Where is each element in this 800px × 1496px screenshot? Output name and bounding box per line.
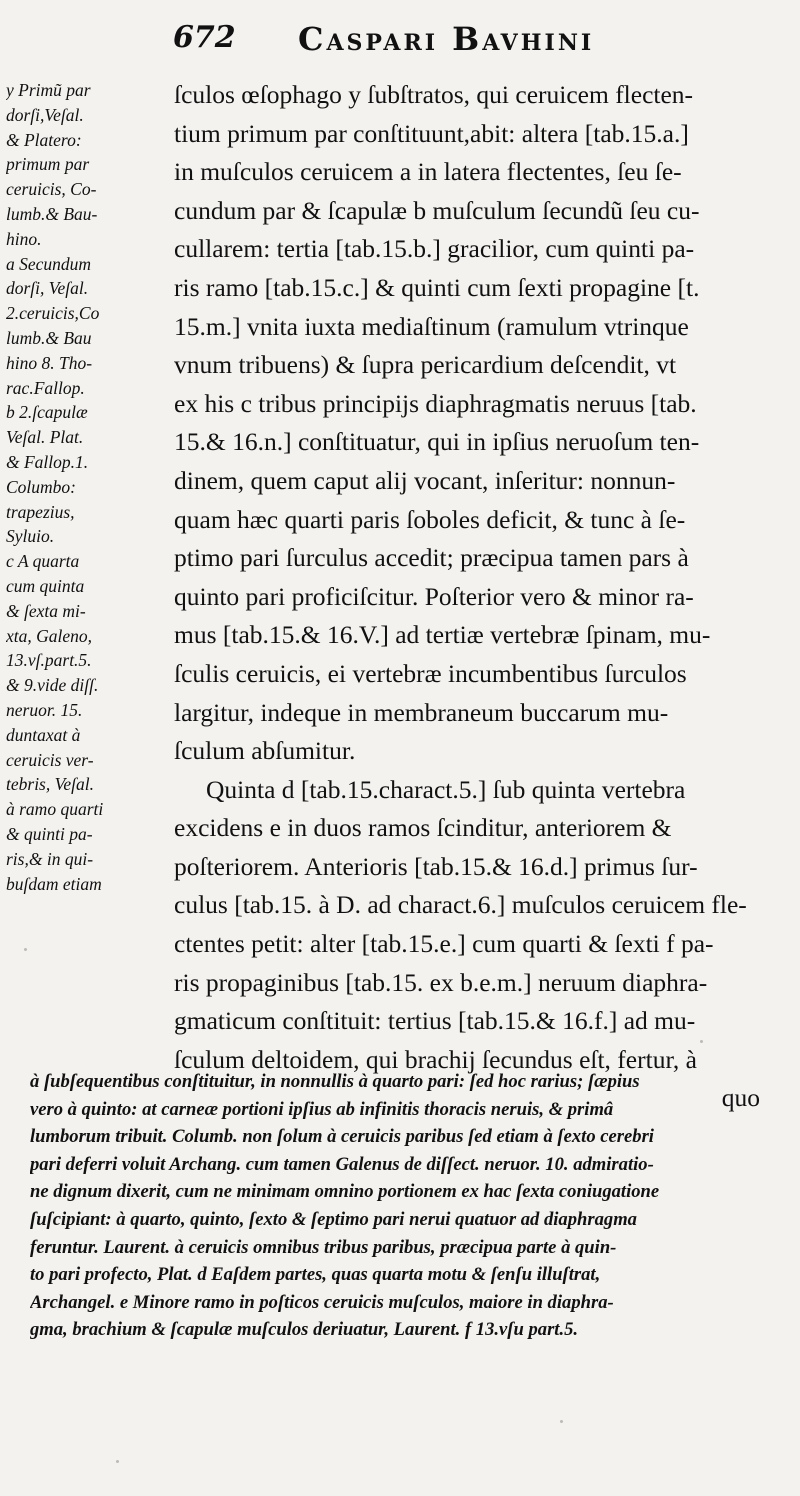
margin-note-line: y Primũ par — [6, 80, 91, 100]
margin-note-line: cum quinta — [6, 575, 85, 596]
margin-note-line: 13.vſ.part.5. — [6, 650, 92, 671]
margin-note-line: neruor. 15. — [6, 699, 83, 720]
margin-note-line: duntaxat à — [6, 724, 81, 745]
ink-speck — [116, 1460, 119, 1463]
margin-note-line: Syluio. — [6, 526, 55, 547]
text-line: ris ramo [tab.15.c.] & quinti cum ſexti propagine [t. — [174, 272, 700, 302]
running-head: Caspari Bavhini — [298, 20, 595, 58]
footnote-line: pari deferri voluit Archang. cum tamen Galenus de diſſect. neruor. 10. admiratio- — [30, 1153, 654, 1175]
margin-note-line: ris,& in qui- — [6, 848, 94, 869]
text-line: ſculum abſumitur. — [174, 736, 356, 766]
footnote-line: à ſubſequentibus conſtituitur, in nonnullis à quarto pari: ſed hoc rarius; ſæpius — [30, 1071, 640, 1092]
text-line: vnum tribuens) & ſupra pericardium deſcendit, vt — [174, 350, 677, 380]
margin-note-line: & quinti pa- — [6, 823, 93, 844]
margin-note-line: ceruicis, Co- — [6, 179, 97, 200]
margin-note-line: trapezius, — [6, 501, 75, 522]
footnote-line: feruntur. Laurent. à ceruicis omnibus tribus paribus, præcipua parte à quin- — [30, 1236, 617, 1258]
ink-speck — [560, 1420, 563, 1423]
text-line: ptimo pari ſurculus accedit; præcipua tamen pars à — [174, 543, 689, 573]
text-line: quinto pari proficiſcitur. Poſterior vero & minor ra- — [174, 581, 694, 611]
margin-note-line: xta, Galeno, — [6, 625, 93, 646]
text-line: poſteriorem. Anterioris [tab.15.& 16.d.] primus ſur- — [174, 851, 698, 881]
footnote-line: ſuſcipiant: à quarto, quinto, ſexto & ſeptimo pari nerui quatuor ad diaphragma — [30, 1208, 637, 1230]
margin-note-line: rac.Fallop. — [6, 377, 85, 398]
margin-note-line: c A quarta — [6, 551, 80, 572]
text-line: ſculis ceruicis, ei vertebræ incumbentibus ſurculos — [174, 658, 687, 688]
text-line: ctentes petit: alter [tab.15.e.] cum quarti & ſexti f pa- — [174, 929, 714, 959]
margin-note-line: b 2.ſcapulæ — [6, 402, 88, 423]
margin-note-line: & ſexta mi- — [6, 600, 86, 621]
text-line: cullarem: tertia [tab.15.b.] gracilior, cum quinti pa- — [174, 234, 695, 264]
margin-note-line: dorſi,Veſal. — [6, 104, 84, 125]
margin-note-line: & 9.vide diſſ. — [6, 675, 99, 696]
footnote-line: to pari profecto, Plat. d Eaſdem partes, quas quarta motu & ſenſu illuſtrat, — [30, 1264, 601, 1286]
text-line: quam hæc quarti paris ſoboles deficit, & tunc à ſe- — [174, 504, 686, 534]
text-line: in muſculos ceruicem a in latera flectentes, ſeu ſe- — [174, 157, 682, 187]
text-line: ſculum deltoidem, qui brachij ſecundus eſt, fertur, à — [174, 1044, 697, 1074]
text-line: cundum par & ſcapulæ b muſculum ſecundũ ſeu cu- — [174, 195, 700, 225]
margin-note-line: hino. — [6, 228, 42, 249]
text-line: tium primum par conſtituunt,abit: altera [tab.15.a.] — [174, 118, 689, 148]
margin-note-line: ceruicis ver- — [6, 749, 94, 770]
margin-note-line: primum par — [6, 154, 90, 175]
margin-note-line: Columbo: — [6, 476, 76, 497]
text-line: mus [tab.15.& 16.V.] ad tertiæ vertebræ ſpinam, mu- — [174, 620, 711, 650]
margin-note-line: a Secundum — [6, 253, 92, 274]
margin-note-line: lumb.& Bau- — [6, 203, 98, 224]
margin-note-line: tebris, Veſal. — [6, 774, 94, 795]
margin-note-line: buſdam etiam — [6, 873, 102, 894]
catchword: quo — [721, 1083, 760, 1113]
footnote-line: vero à quinto: at carneæ portioni ipſius ab infinitis thoracis neruis, & primâ — [30, 1098, 614, 1120]
margin-note-line: dorſi, Veſal. — [6, 278, 89, 299]
text-line: 15.& 16.n.] conſtituatur, qui in ipſius neruoſum ten- — [174, 427, 700, 457]
text-line: Quinta d [tab.15.charact.5.] ſub quinta vertebra — [206, 774, 686, 804]
margin-note-line: Veſal. Plat. — [6, 427, 84, 448]
page-number: 672 — [173, 20, 236, 55]
text-line: excidens e in duos ramos ſcinditur, anteriorem & — [174, 813, 672, 843]
page-header — [0, 14, 800, 64]
margin-note-line: 2.ceruicis,Co — [6, 303, 100, 324]
margin-note-line: lumb.& Bau — [6, 327, 92, 348]
footnote-line: lumborum tribuit. Columb. non ſolum à ceruicis paribus ſed etiam à ſexto cerebri — [30, 1126, 654, 1148]
text-line: ris propaginibus [tab.15. ex b.e.m.] neruum diaphra- — [174, 967, 708, 997]
text-line: gmaticum conſtituit: tertius [tab.15.& 16.f.] ad mu- — [174, 1006, 696, 1036]
body-text — [174, 76, 794, 1118]
footnote-line: Archangel. e Minore ramo in poſticos ceruicis muſculos, maiore in diaphra- — [30, 1291, 614, 1313]
footnote-line: gma, brachium & ſcapulæ muſculos deriuatur, Laurent. f 13.vſu part.5. — [30, 1319, 579, 1341]
ink-speck — [700, 1040, 703, 1043]
ink-speck — [24, 948, 27, 951]
footnote-line: ne dignum dixerit, cum ne minimam omnino portionem ex hac ſexta coniugatione — [30, 1181, 660, 1203]
margin-note-line: à ramo quarti — [6, 799, 104, 820]
text-line: dinem, quem caput alij vocant, inſeritur: nonnun- — [174, 465, 676, 495]
text-line: culus [tab.15. à D. ad charact.6.] muſculos ceruicem fle- — [174, 890, 747, 920]
text-line: 15.m.] vnita iuxta mediaſtinum (ramulum vtrinque — [174, 311, 689, 341]
footnotes — [30, 1068, 790, 1344]
margin-note-line: hino 8. Tho- — [6, 352, 93, 373]
margin-note-line: & Platero: — [6, 129, 82, 150]
margin-notes — [6, 78, 174, 896]
text-line: largitur, indeque in membraneum buccarum mu- — [174, 697, 669, 727]
text-line: ex his c tribus principijs diaphragmatis neruus [tab. — [174, 388, 697, 418]
text-line: ſculos œſophago y ſubſtratos, qui ceruicem flecten- — [174, 80, 694, 109]
margin-note-line: & Fallop.1. — [6, 451, 89, 472]
